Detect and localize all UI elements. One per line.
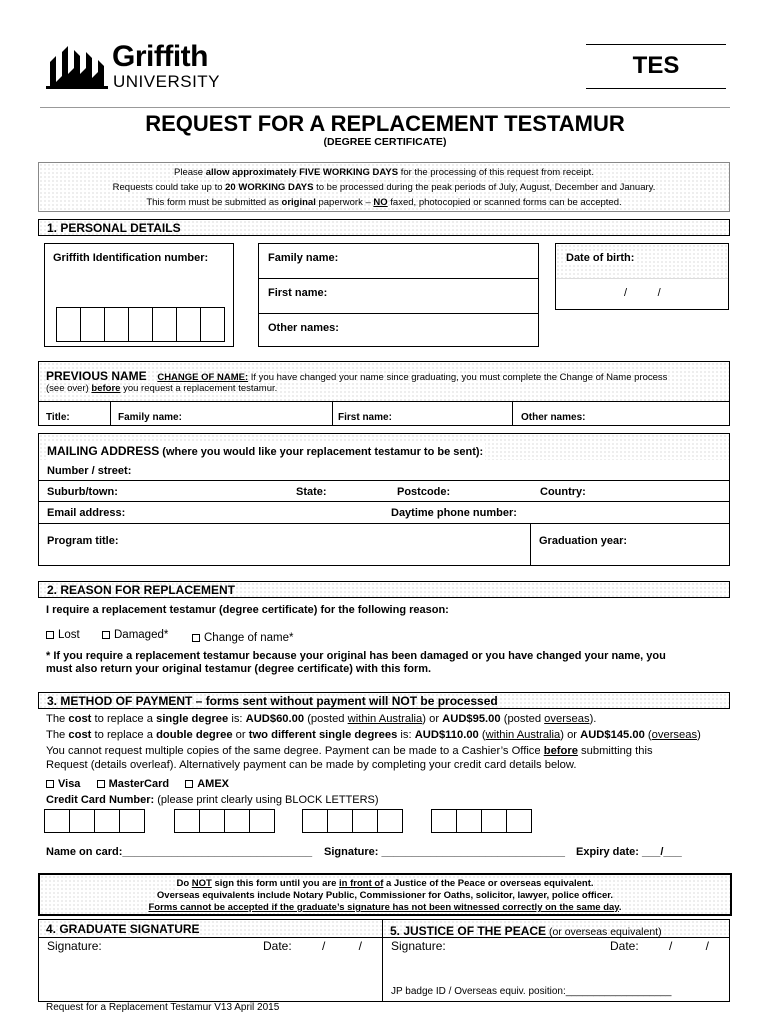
id-label: Griffith Identification number: — [53, 252, 209, 264]
previous-family-field[interactable] — [111, 402, 333, 426]
previous-name-box — [38, 361, 730, 426]
cc-cell[interactable] — [302, 809, 328, 833]
jp-badge-field[interactable]: JP badge ID / Overseas equiv. position:___________________ — [391, 986, 672, 997]
other-names-label: Other names: — [268, 322, 339, 334]
id-digit-cell[interactable] — [176, 307, 201, 342]
cc-cell[interactable] — [327, 809, 353, 833]
number-street-field[interactable] — [39, 460, 729, 481]
cc-label-line: Credit Card Number: (please print clearly using BLOCK LETTERS) — [46, 794, 379, 806]
id-digit-cell[interactable] — [128, 307, 153, 342]
form-subtitle: (DEGREE CERTIFICATE) — [323, 136, 447, 148]
title-rule — [40, 107, 730, 108]
logo-brand: Griffith — [112, 40, 208, 73]
number-street-label: Number / street: — [47, 465, 132, 477]
jp-section[interactable] — [383, 920, 729, 1001]
cc-cell[interactable] — [69, 809, 95, 833]
cc-cell[interactable] — [481, 809, 507, 833]
cc-cell[interactable] — [431, 809, 457, 833]
amex-option[interactable]: AMEX — [185, 778, 229, 790]
cc-cell[interactable] — [199, 809, 225, 833]
program-field[interactable] — [39, 524, 531, 566]
id-digit-cell[interactable] — [152, 307, 177, 342]
name-on-card-field[interactable]: Name on card:_______________________________ — [46, 846, 313, 858]
family-name-label: Family name: — [268, 252, 339, 264]
dob-separators: / / — [624, 287, 661, 299]
card-type-options — [46, 778, 229, 790]
previous-other-label: Other names: — [521, 412, 586, 423]
other-names-field[interactable] — [259, 314, 538, 348]
cost-line-3: You cannot request multiple copies of the same degree. Payment can be made to a Cashier’s Office before submitting this — [46, 745, 653, 757]
reason-change-option[interactable]: Change of name* — [192, 632, 294, 644]
logo-sub: UNIVERSITY — [113, 72, 221, 91]
id-digit-cell[interactable] — [200, 307, 225, 342]
visa-option[interactable]: Visa — [46, 778, 80, 790]
mastercard-option[interactable]: MasterCard — [97, 778, 170, 790]
cc-cell[interactable] — [224, 809, 250, 833]
reason-damaged-option[interactable]: Damaged* — [102, 629, 168, 641]
form-code-bottom-rule — [586, 88, 726, 89]
jp-signature-label: Signature: — [391, 939, 446, 953]
reason-heading: 2. REASON FOR REPLACEMENT — [38, 581, 730, 598]
contact-row[interactable] — [39, 502, 729, 524]
cc-number-cells[interactable] — [44, 809, 564, 833]
id-digit-cells[interactable] — [56, 307, 226, 343]
damaged-checkbox[interactable] — [102, 631, 110, 639]
previous-title-label: Title: — [46, 412, 70, 423]
grad-year-label: Graduation year: — [539, 535, 628, 547]
graduate-section[interactable] — [39, 920, 383, 1001]
warning-line-3: Forms cannot be accepted if the graduate’s signature has not been witnessed correctly on the same day. — [148, 902, 622, 913]
payment-heading: 3. METHOD OF PAYMENT – forms sent without payment will NOT be processed — [38, 692, 730, 709]
warning-line-2: Overseas equivalents include Notary Public, Commissioner for Oaths, solicitor, lawyer, police officer. — [156, 890, 614, 901]
visa-checkbox[interactable] — [46, 780, 54, 788]
cost-line-2: The cost to replace a double degree or two different single degrees is: AUD$110.00 (within Australia) or AUD$145.00 (overseas) — [46, 729, 701, 741]
jp-warning-box — [38, 873, 732, 916]
mastercard-checkbox[interactable] — [97, 780, 105, 788]
notice-box — [38, 162, 730, 212]
signature-box — [38, 919, 730, 1002]
id-digit-cell[interactable] — [56, 307, 81, 342]
previous-name-line-1: PREVIOUS NAME CHANGE OF NAME: If you have changed your name since graduating, you must complete the Change of Name process — [46, 369, 668, 383]
phone-label: Daytime phone number: — [391, 507, 517, 519]
first-name-label: First name: — [268, 287, 328, 299]
notice-line-2: Requests could take up to 20 WORKING DAYS to be processed during the peak periods of July, August, December and January. — [112, 182, 656, 193]
dob-label-area — [556, 244, 728, 279]
id-box — [44, 243, 234, 347]
previous-family-label: Family name: — [118, 412, 182, 423]
postcode-label: Postcode: — [397, 486, 451, 498]
lost-checkbox[interactable] — [46, 631, 54, 639]
previous-first-field[interactable] — [333, 402, 513, 426]
form-title: REQUEST FOR A REPLACEMENT TESTAMUR — [145, 111, 625, 136]
first-name-field[interactable] — [259, 279, 538, 314]
notice-line-1: Please allow approximately FIVE WORKING DAYS for the processing of this request from receipt. — [174, 167, 594, 178]
program-label: Program title: — [47, 535, 119, 547]
reason-lost-option[interactable]: Lost — [46, 629, 80, 641]
cc-cell[interactable] — [174, 809, 200, 833]
mailing-box — [38, 433, 730, 566]
previous-other-field[interactable] — [513, 402, 729, 426]
cc-cell[interactable] — [44, 809, 70, 833]
mailing-heading: MAILING ADDRESS (where you would like your replacement testamur to be sent): — [47, 444, 484, 458]
cc-cell[interactable] — [506, 809, 532, 833]
cc-cell[interactable] — [119, 809, 145, 833]
previous-name-header — [39, 362, 729, 402]
expiry-date-field[interactable]: Expiry date: ___/___ — [576, 846, 682, 858]
personal-details-heading: 1. PERSONAL DETAILS — [38, 219, 730, 236]
previous-first-label: First name: — [338, 412, 392, 423]
cc-cell[interactable] — [249, 809, 275, 833]
jp-heading: 5. JUSTICE OF THE PEACE (or overseas equivalent) — [383, 920, 729, 938]
graduate-date-separators: / / — [322, 939, 363, 953]
dob-box[interactable] — [555, 243, 729, 310]
state-label: State: — [296, 486, 327, 498]
dob-label: Date of birth: — [566, 252, 635, 264]
reason-note-2: must also return your original testamur (degree certificate) with this form. — [46, 663, 432, 675]
family-name-field[interactable] — [259, 244, 538, 279]
mailing-header — [39, 434, 729, 460]
form-code-top-rule — [586, 44, 726, 45]
id-digit-cell[interactable] — [104, 307, 129, 342]
jp-date-separators: / / — [669, 939, 710, 953]
email-label: Email address: — [47, 507, 126, 519]
warning-line-1: Do NOT sign this form until you are in front of a Justice of the Peace or overseas equivalent. — [176, 878, 594, 889]
previous-name-line-2: (see over) before you request a replacement testamur. — [46, 383, 278, 394]
graduate-date-label: Date: — [263, 939, 292, 953]
jp-date-label: Date: — [610, 939, 639, 953]
suburb-row[interactable] — [39, 481, 729, 502]
change-of-name-checkbox[interactable] — [192, 634, 200, 642]
reason-note-1: * If you require a replacement testamur because your original has been damaged or you have changed your name, you — [46, 650, 666, 662]
country-label: Country: — [540, 486, 586, 498]
id-digit-cell[interactable] — [80, 307, 105, 342]
cc-cell[interactable] — [377, 809, 403, 833]
cc-cell[interactable] — [94, 809, 120, 833]
cost-line-4: Request (details overleaf). Alternatively payment can be made by completing your credit card details below. — [46, 759, 577, 771]
suburb-label: Suburb/town: — [47, 486, 118, 498]
card-signature-field[interactable]: Signature: ______________________________ — [324, 846, 565, 858]
footer-version: Request for a Replacement Testamur V13 April 2015 — [46, 1002, 280, 1013]
form-code: TES — [632, 52, 680, 79]
cc-cell[interactable] — [352, 809, 378, 833]
amex-checkbox[interactable] — [185, 780, 193, 788]
graduate-heading: 4. GRADUATE SIGNATURE — [39, 920, 382, 938]
griffith-logo-icon — [46, 44, 112, 90]
notice-line-3: This form must be submitted as original paperwork – NO faxed, photocopied or scanned forms can be accepted. — [146, 197, 622, 208]
cc-cell[interactable] — [456, 809, 482, 833]
name-box — [258, 243, 539, 347]
graduate-signature-label: Signature: — [47, 939, 102, 953]
cost-line-1: The cost to replace a single degree is: AUD$60.00 (posted within Australia) or AUD$95.00 (posted overseas). — [46, 713, 597, 725]
previous-title-field[interactable] — [39, 402, 111, 426]
griffith-logo — [46, 40, 256, 92]
grad-year-field[interactable] — [531, 524, 729, 566]
reason-intro: I require a replacement testamur (degree certificate) for the following reason: — [46, 604, 449, 616]
